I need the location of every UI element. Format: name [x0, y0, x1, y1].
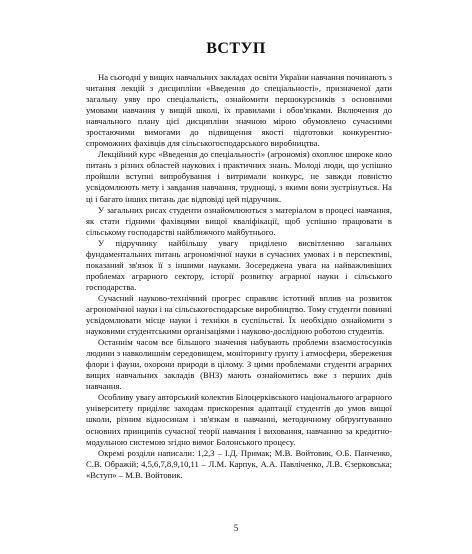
paragraph: У загальних рисах студенти ознайомлюються з матеріалом в процесі навчання, як стати гідними фахівцями вищої кваліфікації, щоб успішно працювати в сільському господарстві найближчого майбутнього.	[86, 204, 392, 237]
paragraph: Особливу увагу авторський колектив Білоцерківського національного аграрного університету приділяє заходам прискорення адаптації студентів до умов вищої школи, різним відносинам і зв'язкам в навчанні, методичному обґрунтуванню основних принципів сучасної теорії навчання і виховання, навчанню за кредитно-модульною системою згідно вимог Болонського процесу.	[86, 392, 392, 447]
paragraph: Останнім часом все більшого значення набувають проблеми взаємостосунків людини з навколишнім середовищем, моніторингу ґрунту і атмосфери, збереження флори і фауни, охорони природи в цілому. З цими проблемами студенти аграрних вищих навчальних закладів (ВНЗ) мають ознайомитись вже з перших днів навчання.	[86, 337, 392, 392]
body-text	[86, 72, 392, 481]
page-number: 5	[233, 523, 239, 533]
paragraph: Сучасний науково-технічний прогрес справляє істотний вплив на розвиток агрономічної науки і на сільськогосподарське виробництво. Тому студенти повинні усвідомлювати місце науки і техніки в суспільстві. Їх необхідно ознайомити з науковими студентськими організаціями і науково-дослідною роботою студентів.	[86, 292, 392, 337]
paragraph: Лекційний курс «Введення до спеціальності» (агрономія) охоплює широке коло питань з різних областей наукових і практичних знань. Молоді люди, що успішно пройшли вступні випробування і витримали конкурс, не завжди повністю усвідомлюють мету і завдання навчання, труднощі, з якими вони зустрінуться. На ці і багато інших питань дає відповіді цей підручник.	[86, 149, 392, 204]
paragraph: На сьогодні у вищих навчальних закладах освіти України навчання починають з читання лекцій з дисципліни «Введення до спеціальності», призначеної дати загальну уяву про спеціальність, ознайомити першокурсників з основними умовами навчання у вищій школі, їх правилами і обов'язками. Включення до навчального плану цієї дисципліни значною мірою обумовлено сучасними зростаючими вимогами до підвищення якості підготовки конкурентно-спроможних фахівців для сільськогосподарського виробництва.	[86, 72, 392, 149]
page-title: ВСТУП	[206, 40, 266, 57]
paragraph: Окремі розділи написали: 1,2,3 – І.Д. Примак; М.В. Войтовик, О.Б. Панченко, С.В. Ображій; 4,5,6,7,8,9,10,11 – Л.М. Карпук, А.А. Павліченко, Л.В. Єзерковська; «Вступ» – М.В. Войтовик.	[86, 447, 392, 480]
paragraph: У підручнику найбільшу увагу приділено висвітленню загальних фундаментальних питань агрономічної науки в сучасних умовах і в перспективі, показаний зв'язок її з іншими науками. Зосереджена увага на найважливіших проблемах аграрного сектору, історії розвитку аграрної науки і сільського господарства.	[86, 237, 392, 292]
